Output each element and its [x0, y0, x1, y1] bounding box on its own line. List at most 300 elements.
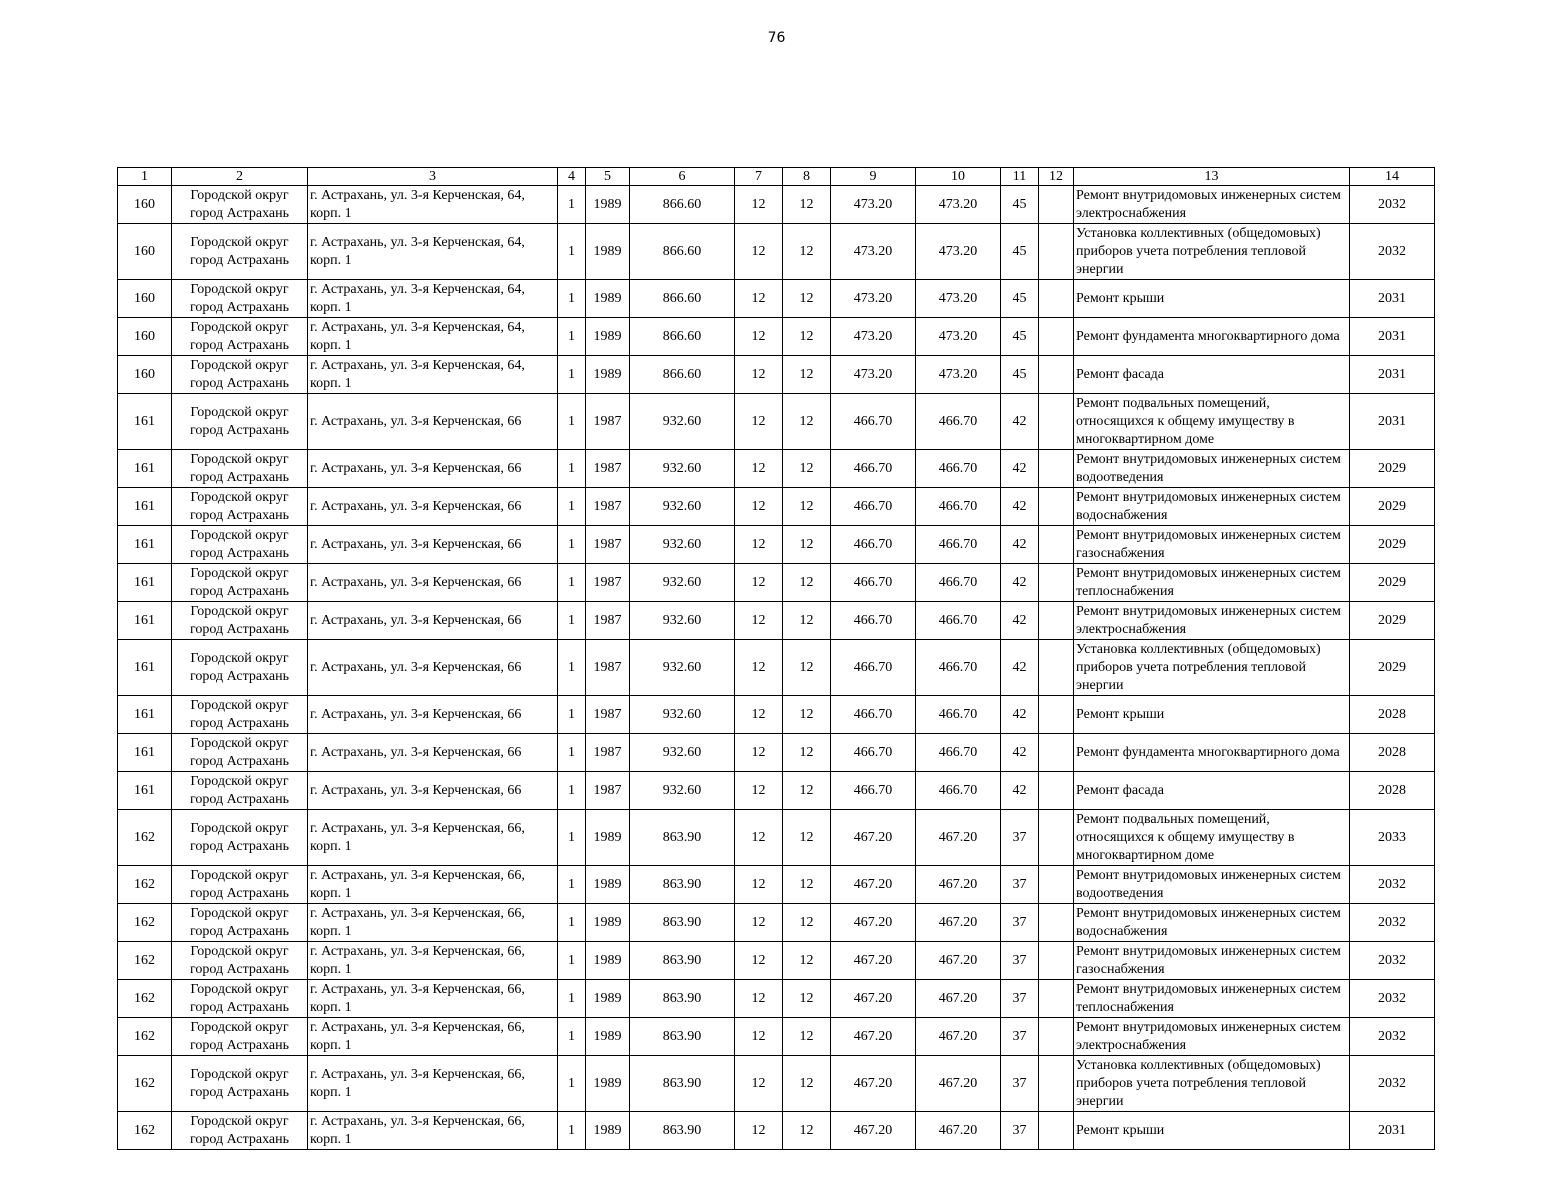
col7-cell: 12: [735, 356, 783, 394]
address-cell: г. Астрахань, ул. 3-я Керченская, 64, корп. 1: [308, 186, 558, 224]
col7-cell: 12: [735, 640, 783, 696]
col11-cell: 42: [1001, 488, 1039, 526]
plan-year-cell: 2031: [1350, 394, 1435, 450]
municipality-cell: Городской округ город Астрахань: [172, 810, 308, 866]
col8-cell: 12: [783, 394, 831, 450]
address-cell: г. Астрахань, ул. 3-я Керченская, 66, корп. 1: [308, 866, 558, 904]
year-built-cell: 1989: [586, 980, 630, 1018]
col8-cell: 12: [783, 318, 831, 356]
col12-cell: [1039, 450, 1074, 488]
col4-cell: 1: [558, 734, 586, 772]
work-type-cell: Ремонт внутридомовых инженерных систем теплоснабжения: [1074, 980, 1350, 1018]
plan-year-cell: 2028: [1350, 734, 1435, 772]
table-body: [118, 168, 1435, 1150]
area-b-cell: 466.70: [916, 450, 1001, 488]
year-built-cell: 1989: [586, 318, 630, 356]
year-built-cell: 1989: [586, 356, 630, 394]
municipality-cell: Городской округ город Астрахань: [172, 394, 308, 450]
work-type-cell: Установка коллективных (общедомовых) приборов учета потребления тепловой энергии: [1074, 640, 1350, 696]
area-a-cell: 466.70: [831, 734, 916, 772]
plan-year-cell: 2031: [1350, 1112, 1435, 1150]
column-number-cell: 3: [308, 168, 558, 186]
work-type-cell: Ремонт внутридомовых инженерных систем газоснабжения: [1074, 526, 1350, 564]
col7-cell: 12: [735, 318, 783, 356]
work-type-cell: Ремонт фундамента многоквартирного дома: [1074, 734, 1350, 772]
area-b-cell: 467.20: [916, 942, 1001, 980]
row-number-cell: 160: [118, 318, 172, 356]
row-number-cell: 160: [118, 224, 172, 280]
plan-year-cell: 2031: [1350, 356, 1435, 394]
col12-cell: [1039, 526, 1074, 564]
work-type-cell: Ремонт внутридомовых инженерных систем водоотведения: [1074, 866, 1350, 904]
col7-cell: 12: [735, 942, 783, 980]
col7-cell: 12: [735, 564, 783, 602]
plan-year-cell: 2032: [1350, 980, 1435, 1018]
row-number-cell: 161: [118, 602, 172, 640]
table-row: [118, 602, 1435, 640]
col4-cell: 1: [558, 488, 586, 526]
column-number-row: [118, 168, 1435, 186]
col11-cell: 42: [1001, 450, 1039, 488]
address-cell: г. Астрахань, ул. 3-я Керченская, 66: [308, 564, 558, 602]
col12-cell: [1039, 602, 1074, 640]
col7-cell: 12: [735, 526, 783, 564]
col12-cell: [1039, 394, 1074, 450]
plan-year-cell: 2029: [1350, 488, 1435, 526]
col11-cell: 42: [1001, 640, 1039, 696]
col12-cell: [1039, 904, 1074, 942]
col7-cell: 12: [735, 186, 783, 224]
total-area-cell: 863.90: [630, 904, 735, 942]
column-number-cell: 11: [1001, 168, 1039, 186]
total-area-cell: 863.90: [630, 866, 735, 904]
work-type-cell: Ремонт крыши: [1074, 1112, 1350, 1150]
year-built-cell: 1989: [586, 1018, 630, 1056]
col8-cell: 12: [783, 734, 831, 772]
area-a-cell: 467.20: [831, 942, 916, 980]
column-number-cell: 1: [118, 168, 172, 186]
col8-cell: 12: [783, 1112, 831, 1150]
work-type-cell: Ремонт фундамента многоквартирного дома: [1074, 318, 1350, 356]
address-cell: г. Астрахань, ул. 3-я Керченская, 66: [308, 394, 558, 450]
work-type-cell: Ремонт крыши: [1074, 280, 1350, 318]
area-a-cell: 466.70: [831, 640, 916, 696]
col12-cell: [1039, 942, 1074, 980]
plan-year-cell: 2029: [1350, 526, 1435, 564]
col12-cell: [1039, 810, 1074, 866]
col11-cell: 37: [1001, 1056, 1039, 1112]
area-b-cell: 467.20: [916, 1112, 1001, 1150]
col11-cell: 42: [1001, 602, 1039, 640]
plan-year-cell: 2029: [1350, 564, 1435, 602]
col11-cell: 42: [1001, 696, 1039, 734]
work-type-cell: Ремонт внутридомовых инженерных систем электроснабжения: [1074, 186, 1350, 224]
row-number-cell: 160: [118, 186, 172, 224]
municipality-cell: Городской округ город Астрахань: [172, 980, 308, 1018]
col7-cell: 12: [735, 1112, 783, 1150]
col8-cell: 12: [783, 488, 831, 526]
area-b-cell: 467.20: [916, 980, 1001, 1018]
area-b-cell: 473.20: [916, 224, 1001, 280]
plan-year-cell: 2029: [1350, 640, 1435, 696]
column-number-cell: 2: [172, 168, 308, 186]
col12-cell: [1039, 734, 1074, 772]
column-number-cell: 7: [735, 168, 783, 186]
col4-cell: 1: [558, 280, 586, 318]
column-number-cell: 10: [916, 168, 1001, 186]
col12-cell: [1039, 980, 1074, 1018]
col8-cell: 12: [783, 696, 831, 734]
col12-cell: [1039, 772, 1074, 810]
table-row: [118, 640, 1435, 696]
col11-cell: 37: [1001, 810, 1039, 866]
address-cell: г. Астрахань, ул. 3-я Керченская, 66, корп. 1: [308, 1018, 558, 1056]
total-area-cell: 866.60: [630, 186, 735, 224]
work-type-cell: Ремонт внутридомовых инженерных систем электроснабжения: [1074, 1018, 1350, 1056]
table-row: [118, 1112, 1435, 1150]
row-number-cell: 162: [118, 904, 172, 942]
municipality-cell: Городской округ город Астрахань: [172, 1112, 308, 1150]
address-cell: г. Астрахань, ул. 3-я Керченская, 66: [308, 488, 558, 526]
work-type-cell: Ремонт подвальных помещений, относящихся к общему имуществу в многоквартирном доме: [1074, 810, 1350, 866]
address-cell: г. Астрахань, ул. 3-я Керченская, 66, корп. 1: [308, 1056, 558, 1112]
col4-cell: 1: [558, 394, 586, 450]
municipality-cell: Городской округ город Астрахань: [172, 942, 308, 980]
plan-year-cell: 2028: [1350, 696, 1435, 734]
col12-cell: [1039, 564, 1074, 602]
col11-cell: 42: [1001, 734, 1039, 772]
row-number-cell: 161: [118, 450, 172, 488]
col12-cell: [1039, 488, 1074, 526]
address-cell: г. Астрахань, ул. 3-я Керченская, 66, корп. 1: [308, 1112, 558, 1150]
municipality-cell: Городской округ город Астрахань: [172, 488, 308, 526]
plan-year-cell: 2032: [1350, 904, 1435, 942]
col8-cell: 12: [783, 280, 831, 318]
area-b-cell: 467.20: [916, 1018, 1001, 1056]
col4-cell: 1: [558, 904, 586, 942]
col7-cell: 12: [735, 602, 783, 640]
total-area-cell: 863.90: [630, 980, 735, 1018]
area-a-cell: 473.20: [831, 280, 916, 318]
col8-cell: 12: [783, 640, 831, 696]
table-row: [118, 450, 1435, 488]
row-number-cell: 161: [118, 772, 172, 810]
table-row: [118, 1018, 1435, 1056]
col8-cell: 12: [783, 866, 831, 904]
col4-cell: 1: [558, 186, 586, 224]
year-built-cell: 1989: [586, 810, 630, 866]
area-a-cell: 466.70: [831, 772, 916, 810]
col8-cell: 12: [783, 904, 831, 942]
col8-cell: 12: [783, 1056, 831, 1112]
area-a-cell: 466.70: [831, 526, 916, 564]
address-cell: г. Астрахань, ул. 3-я Керченская, 64, корп. 1: [308, 318, 558, 356]
total-area-cell: 932.60: [630, 488, 735, 526]
area-a-cell: 466.70: [831, 394, 916, 450]
col4-cell: 1: [558, 772, 586, 810]
col12-cell: [1039, 224, 1074, 280]
table-row: [118, 942, 1435, 980]
col7-cell: 12: [735, 772, 783, 810]
area-b-cell: 467.20: [916, 904, 1001, 942]
municipality-cell: Городской округ город Астрахань: [172, 772, 308, 810]
address-cell: г. Астрахань, ул. 3-я Керченская, 66: [308, 734, 558, 772]
area-a-cell: 466.70: [831, 450, 916, 488]
plan-year-cell: 2032: [1350, 1018, 1435, 1056]
col8-cell: 12: [783, 942, 831, 980]
col11-cell: 37: [1001, 942, 1039, 980]
col4-cell: 1: [558, 810, 586, 866]
col4-cell: 1: [558, 356, 586, 394]
area-b-cell: 466.70: [916, 526, 1001, 564]
column-number-cell: 4: [558, 168, 586, 186]
area-a-cell: 473.20: [831, 356, 916, 394]
col12-cell: [1039, 186, 1074, 224]
area-a-cell: 467.20: [831, 904, 916, 942]
col12-cell: [1039, 1018, 1074, 1056]
area-a-cell: 467.20: [831, 980, 916, 1018]
total-area-cell: 932.60: [630, 526, 735, 564]
col8-cell: 12: [783, 224, 831, 280]
address-cell: г. Астрахань, ул. 3-я Керченская, 66: [308, 602, 558, 640]
col4-cell: 1: [558, 526, 586, 564]
total-area-cell: 932.60: [630, 394, 735, 450]
municipality-cell: Городской округ город Астрахань: [172, 318, 308, 356]
year-built-cell: 1987: [586, 394, 630, 450]
col12-cell: [1039, 696, 1074, 734]
area-b-cell: 466.70: [916, 640, 1001, 696]
col7-cell: 12: [735, 394, 783, 450]
column-number-cell: 13: [1074, 168, 1350, 186]
year-built-cell: 1987: [586, 602, 630, 640]
col12-cell: [1039, 280, 1074, 318]
col8-cell: 12: [783, 564, 831, 602]
plan-year-cell: 2032: [1350, 866, 1435, 904]
total-area-cell: 863.90: [630, 810, 735, 866]
col4-cell: 1: [558, 980, 586, 1018]
col7-cell: 12: [735, 280, 783, 318]
plan-year-cell: 2031: [1350, 280, 1435, 318]
area-a-cell: 473.20: [831, 224, 916, 280]
year-built-cell: 1987: [586, 640, 630, 696]
row-number-cell: 160: [118, 356, 172, 394]
total-area-cell: 866.60: [630, 356, 735, 394]
col4-cell: 1: [558, 564, 586, 602]
plan-year-cell: 2029: [1350, 450, 1435, 488]
col7-cell: 12: [735, 450, 783, 488]
total-area-cell: 932.60: [630, 772, 735, 810]
address-cell: г. Астрахань, ул. 3-я Керченская, 66, корп. 1: [308, 810, 558, 866]
row-number-cell: 161: [118, 640, 172, 696]
work-type-cell: Ремонт внутридомовых инженерных систем водоснабжения: [1074, 904, 1350, 942]
total-area-cell: 932.60: [630, 602, 735, 640]
municipality-cell: Городской округ город Астрахань: [172, 186, 308, 224]
col4-cell: 1: [558, 602, 586, 640]
area-b-cell: 473.20: [916, 280, 1001, 318]
row-number-cell: 162: [118, 980, 172, 1018]
col4-cell: 1: [558, 1112, 586, 1150]
row-number-cell: 162: [118, 942, 172, 980]
col4-cell: 1: [558, 640, 586, 696]
total-area-cell: 932.60: [630, 734, 735, 772]
col7-cell: 12: [735, 866, 783, 904]
col4-cell: 1: [558, 450, 586, 488]
col11-cell: 37: [1001, 1018, 1039, 1056]
year-built-cell: 1987: [586, 696, 630, 734]
col7-cell: 12: [735, 1018, 783, 1056]
municipality-cell: Городской округ город Астрахань: [172, 1018, 308, 1056]
plan-year-cell: 2032: [1350, 186, 1435, 224]
area-b-cell: 467.20: [916, 866, 1001, 904]
col11-cell: 42: [1001, 564, 1039, 602]
col7-cell: 12: [735, 224, 783, 280]
total-area-cell: 866.60: [630, 224, 735, 280]
col11-cell: 45: [1001, 318, 1039, 356]
plan-year-cell: 2028: [1350, 772, 1435, 810]
municipality-cell: Городской округ город Астрахань: [172, 450, 308, 488]
row-number-cell: 161: [118, 564, 172, 602]
row-number-cell: 161: [118, 734, 172, 772]
table-row: [118, 564, 1435, 602]
col4-cell: 1: [558, 224, 586, 280]
total-area-cell: 863.90: [630, 942, 735, 980]
address-cell: г. Астрахань, ул. 3-я Керченская, 64, корп. 1: [308, 224, 558, 280]
col4-cell: 1: [558, 866, 586, 904]
table-row: [118, 696, 1435, 734]
table-row: [118, 356, 1435, 394]
column-number-cell: 14: [1350, 168, 1435, 186]
address-cell: г. Астрахань, ул. 3-я Керченская, 66: [308, 640, 558, 696]
municipality-cell: Городской округ город Астрахань: [172, 224, 308, 280]
col11-cell: 45: [1001, 356, 1039, 394]
table-row: [118, 980, 1435, 1018]
year-built-cell: 1987: [586, 488, 630, 526]
year-built-cell: 1989: [586, 866, 630, 904]
year-built-cell: 1989: [586, 280, 630, 318]
work-type-cell: Ремонт крыши: [1074, 696, 1350, 734]
area-a-cell: 473.20: [831, 186, 916, 224]
row-number-cell: 162: [118, 1018, 172, 1056]
table-row: [118, 394, 1435, 450]
col12-cell: [1039, 1056, 1074, 1112]
municipality-cell: Городской округ город Астрахань: [172, 866, 308, 904]
col7-cell: 12: [735, 488, 783, 526]
col7-cell: 12: [735, 810, 783, 866]
col4-cell: 1: [558, 696, 586, 734]
work-type-cell: Установка коллективных (общедомовых) приборов учета потребления тепловой энергии: [1074, 1056, 1350, 1112]
year-built-cell: 1989: [586, 1056, 630, 1112]
municipality-cell: Городской округ город Астрахань: [172, 904, 308, 942]
row-number-cell: 161: [118, 696, 172, 734]
col11-cell: 37: [1001, 980, 1039, 1018]
col12-cell: [1039, 1112, 1074, 1150]
area-b-cell: 466.70: [916, 488, 1001, 526]
work-type-cell: Ремонт фасада: [1074, 772, 1350, 810]
plan-year-cell: 2032: [1350, 1056, 1435, 1112]
year-built-cell: 1987: [586, 734, 630, 772]
work-type-cell: Ремонт внутридомовых инженерных систем теплоснабжения: [1074, 564, 1350, 602]
plan-year-cell: 2031: [1350, 318, 1435, 356]
table-row: [118, 1056, 1435, 1112]
total-area-cell: 863.90: [630, 1056, 735, 1112]
col12-cell: [1039, 318, 1074, 356]
area-a-cell: 466.70: [831, 602, 916, 640]
plan-year-cell: 2033: [1350, 810, 1435, 866]
area-b-cell: 466.70: [916, 564, 1001, 602]
col8-cell: 12: [783, 810, 831, 866]
col8-cell: 12: [783, 772, 831, 810]
col11-cell: 42: [1001, 394, 1039, 450]
col11-cell: 37: [1001, 1112, 1039, 1150]
table-row: [118, 488, 1435, 526]
col4-cell: 1: [558, 1056, 586, 1112]
area-b-cell: 466.70: [916, 394, 1001, 450]
column-number-cell: 8: [783, 168, 831, 186]
plan-year-cell: 2032: [1350, 942, 1435, 980]
work-type-cell: Ремонт внутридомовых инженерных систем водоснабжения: [1074, 488, 1350, 526]
year-built-cell: 1987: [586, 772, 630, 810]
table-row: [118, 734, 1435, 772]
col8-cell: 12: [783, 450, 831, 488]
year-built-cell: 1987: [586, 526, 630, 564]
address-cell: г. Астрахань, ул. 3-я Керченская, 66: [308, 526, 558, 564]
address-cell: г. Астрахань, ул. 3-я Керченская, 66: [308, 696, 558, 734]
area-b-cell: 473.20: [916, 356, 1001, 394]
table-row: [118, 280, 1435, 318]
row-number-cell: 161: [118, 526, 172, 564]
repair-schedule-table: [117, 167, 1435, 1150]
table-row: [118, 810, 1435, 866]
address-cell: г. Астрахань, ул. 3-я Керченская, 66, корп. 1: [308, 904, 558, 942]
municipality-cell: Городской округ город Астрахань: [172, 640, 308, 696]
year-built-cell: 1989: [586, 904, 630, 942]
column-number-cell: 12: [1039, 168, 1074, 186]
col7-cell: 12: [735, 696, 783, 734]
table-row: [118, 224, 1435, 280]
col7-cell: 12: [735, 1056, 783, 1112]
work-type-cell: Ремонт внутридомовых инженерных систем газоснабжения: [1074, 942, 1350, 980]
col7-cell: 12: [735, 734, 783, 772]
col4-cell: 1: [558, 942, 586, 980]
col8-cell: 12: [783, 1018, 831, 1056]
col11-cell: 42: [1001, 772, 1039, 810]
col8-cell: 12: [783, 980, 831, 1018]
total-area-cell: 932.60: [630, 640, 735, 696]
table-row: [118, 318, 1435, 356]
area-b-cell: 466.70: [916, 772, 1001, 810]
total-area-cell: 863.90: [630, 1112, 735, 1150]
work-type-cell: Ремонт внутридомовых инженерных систем водоотведения: [1074, 450, 1350, 488]
area-b-cell: 466.70: [916, 602, 1001, 640]
row-number-cell: 162: [118, 1112, 172, 1150]
work-type-cell: Ремонт фасада: [1074, 356, 1350, 394]
plan-year-cell: 2029: [1350, 602, 1435, 640]
table-row: [118, 186, 1435, 224]
municipality-cell: Городской округ город Астрахань: [172, 280, 308, 318]
col11-cell: 42: [1001, 526, 1039, 564]
col12-cell: [1039, 356, 1074, 394]
municipality-cell: Городской округ город Астрахань: [172, 602, 308, 640]
area-a-cell: 473.20: [831, 318, 916, 356]
address-cell: г. Астрахань, ул. 3-я Керченская, 66, корп. 1: [308, 942, 558, 980]
row-number-cell: 161: [118, 394, 172, 450]
table-row: [118, 866, 1435, 904]
col12-cell: [1039, 866, 1074, 904]
page-number: 76: [767, 30, 786, 46]
work-type-cell: Ремонт подвальных помещений, относящихся к общему имуществу в многоквартирном доме: [1074, 394, 1350, 450]
area-a-cell: 466.70: [831, 696, 916, 734]
col4-cell: 1: [558, 318, 586, 356]
